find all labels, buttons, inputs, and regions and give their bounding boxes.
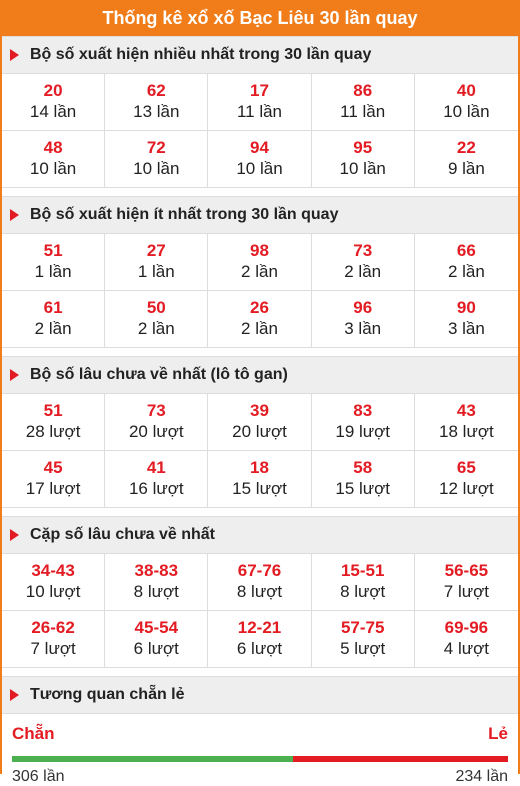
stat-cell bbox=[208, 554, 311, 611]
occurrence-count: 2 lần bbox=[34, 319, 72, 338]
pairs-grid bbox=[2, 554, 518, 668]
stat-cell bbox=[2, 131, 105, 188]
lottery-number: 38-83 bbox=[134, 561, 179, 580]
occurrence-count: 10 lần bbox=[236, 159, 283, 178]
triangle-bullet-icon bbox=[10, 209, 19, 221]
triangle-bullet-icon bbox=[10, 369, 19, 381]
stat-cell bbox=[105, 291, 208, 348]
occurrence-count: 11 lần bbox=[236, 102, 283, 121]
section-least-frequent-heading bbox=[2, 196, 518, 234]
section-heading-text: Bộ số lâu chưa về nhất (lô tô gan) bbox=[30, 366, 288, 383]
lottery-number: 58 bbox=[353, 458, 373, 477]
occurrence-count: 20 lượt bbox=[232, 422, 287, 441]
occurrence-count: 11 lần bbox=[340, 102, 386, 121]
occurrence-count: 10 lượt bbox=[25, 582, 81, 601]
stat-cell bbox=[208, 291, 311, 348]
stat-cell bbox=[312, 554, 415, 611]
lottery-number: 22 bbox=[456, 138, 476, 157]
odd-bar-segment bbox=[293, 756, 508, 762]
even-bar-segment bbox=[12, 756, 293, 762]
stat-cell bbox=[208, 74, 311, 131]
lottery-number: 95 bbox=[353, 138, 373, 157]
most-frequent-grid bbox=[2, 74, 518, 188]
lottery-number: 15-51 bbox=[340, 561, 385, 580]
occurrence-count: 28 lượt bbox=[25, 422, 81, 441]
stat-cell bbox=[105, 554, 208, 611]
lottery-number: 34-43 bbox=[31, 561, 75, 580]
stat-cell bbox=[208, 611, 311, 668]
widget-title: Thống kê xổ xố Bạc Liêu 30 lần quay bbox=[2, 0, 518, 36]
stat-cell bbox=[208, 451, 311, 508]
stat-cell bbox=[312, 451, 415, 508]
stat-cell bbox=[415, 234, 518, 291]
section-pairs-heading bbox=[2, 516, 518, 554]
stat-cell bbox=[208, 131, 311, 188]
lottery-number: 26 bbox=[250, 298, 269, 317]
lottery-number: 50 bbox=[146, 298, 166, 317]
stat-cell bbox=[415, 451, 518, 508]
lottery-number: 41 bbox=[146, 458, 166, 477]
stat-cell bbox=[208, 234, 311, 291]
occurrence-count: 10 lần bbox=[339, 159, 386, 178]
stat-cell bbox=[105, 451, 208, 508]
stat-cell bbox=[2, 554, 105, 611]
occurrence-count: 8 lượt bbox=[133, 582, 179, 601]
lottery-number: 83 bbox=[353, 401, 373, 420]
lottery-number: 66 bbox=[456, 241, 476, 260]
stat-cell bbox=[2, 291, 105, 348]
even-count: 306 lần bbox=[12, 768, 65, 785]
stat-cell bbox=[312, 234, 415, 291]
occurrence-count: 18 lượt bbox=[439, 422, 494, 441]
lottery-number: 51 bbox=[43, 401, 63, 420]
lottery-number: 73 bbox=[146, 401, 166, 420]
stat-cell bbox=[415, 131, 518, 188]
stat-cell bbox=[312, 74, 415, 131]
stat-cell bbox=[2, 451, 105, 508]
occurrence-count: 7 lượt bbox=[30, 639, 76, 658]
lottery-number: 94 bbox=[250, 138, 269, 157]
stat-cell bbox=[2, 394, 105, 451]
occurrence-count: 19 lượt bbox=[335, 422, 391, 441]
stat-cell bbox=[312, 291, 415, 348]
occurrence-count: 13 lần bbox=[133, 102, 180, 121]
occurrence-count: 15 lượt bbox=[335, 479, 391, 498]
stat-cell bbox=[312, 131, 415, 188]
occurrence-count: 6 lượt bbox=[236, 639, 283, 658]
stat-cell bbox=[105, 74, 208, 131]
lottery-number: 48 bbox=[43, 138, 63, 157]
stat-cell bbox=[2, 611, 105, 668]
stat-cell bbox=[415, 394, 518, 451]
stat-cell bbox=[415, 554, 518, 611]
occurrence-count: 16 lượt bbox=[128, 479, 184, 498]
occurrence-count: 4 lượt bbox=[443, 639, 489, 658]
lottery-number: 18 bbox=[250, 458, 269, 477]
lottery-number: 62 bbox=[146, 81, 166, 100]
lottery-number: 40 bbox=[456, 81, 476, 100]
occurrence-count: 1 lần bbox=[137, 262, 175, 281]
parity-bar bbox=[12, 756, 508, 762]
lottery-number: 20 bbox=[43, 81, 63, 100]
stat-cell bbox=[2, 74, 105, 131]
occurrence-count: 2 lần bbox=[344, 262, 382, 281]
occurrence-count: 3 lần bbox=[447, 319, 485, 338]
even-label: Chẵn bbox=[12, 724, 55, 743]
occurrence-count: 10 lần bbox=[133, 159, 180, 178]
occurrence-count: 2 lần bbox=[241, 262, 278, 281]
occurrence-count: 2 lần bbox=[241, 319, 278, 338]
lottery-number: 45 bbox=[43, 458, 63, 477]
lottery-number: 27 bbox=[146, 241, 166, 260]
lottery-number: 61 bbox=[43, 298, 63, 317]
stat-cell bbox=[415, 611, 518, 668]
occurrence-count: 6 lượt bbox=[133, 639, 179, 658]
section-heading-text: Bộ số xuất hiện ít nhất trong 30 lần quay bbox=[30, 206, 339, 223]
section-heading-text: Tương quan chẵn lẻ bbox=[30, 686, 185, 703]
occurrence-count: 3 lần bbox=[344, 319, 382, 338]
least-frequent-grid bbox=[2, 234, 518, 348]
lottery-number: 26-62 bbox=[31, 618, 75, 637]
stat-cell bbox=[105, 131, 208, 188]
triangle-bullet-icon bbox=[10, 529, 19, 541]
section-most-frequent-heading bbox=[2, 36, 518, 74]
lottery-number: 96 bbox=[353, 298, 373, 317]
occurrence-count: 8 lượt bbox=[340, 582, 386, 601]
occurrence-count: 14 lần bbox=[29, 102, 77, 121]
lottery-number: 57-75 bbox=[340, 618, 385, 637]
triangle-bullet-icon bbox=[10, 689, 19, 701]
stat-cell bbox=[312, 611, 415, 668]
stat-cell bbox=[415, 291, 518, 348]
section-parity-heading bbox=[2, 676, 518, 714]
section-heading-text: Bộ số xuất hiện nhiều nhất trong 30 lần quay bbox=[30, 46, 372, 63]
stat-cell bbox=[415, 74, 518, 131]
occurrence-count: 7 lượt bbox=[443, 582, 489, 601]
lottery-number: 86 bbox=[353, 81, 373, 100]
lottery-number: 12-21 bbox=[237, 618, 282, 637]
occurrence-count: 9 lần bbox=[447, 159, 485, 178]
lottery-number: 17 bbox=[250, 81, 269, 100]
occurrence-count: 12 lượt bbox=[439, 479, 494, 498]
stat-cell bbox=[208, 394, 311, 451]
lottery-number: 56-65 bbox=[444, 561, 489, 580]
lottery-number: 39 bbox=[250, 401, 269, 420]
occurrence-count: 20 lượt bbox=[128, 422, 184, 441]
triangle-bullet-icon bbox=[10, 49, 19, 61]
occurrence-count: 17 lượt bbox=[25, 479, 81, 498]
stat-cell bbox=[2, 234, 105, 291]
lottery-number: 43 bbox=[456, 401, 476, 420]
occurrence-count: 1 lần bbox=[34, 262, 72, 281]
section-lo-gan-heading bbox=[2, 356, 518, 394]
lottery-number: 73 bbox=[353, 241, 373, 260]
lottery-number: 90 bbox=[456, 298, 476, 317]
occurrence-count: 10 lần bbox=[29, 159, 77, 178]
parity-panel bbox=[2, 714, 518, 786]
occurrence-count: 2 lần bbox=[137, 319, 175, 338]
lottery-number: 98 bbox=[250, 241, 269, 260]
lottery-number: 65 bbox=[456, 458, 476, 477]
occurrence-count: 10 lần bbox=[443, 102, 490, 121]
occurrence-count: 8 lượt bbox=[236, 582, 283, 601]
stat-cell bbox=[105, 394, 208, 451]
stat-cell bbox=[105, 234, 208, 291]
lottery-number: 72 bbox=[146, 138, 166, 157]
section-heading-text: Cặp số lâu chưa về nhất bbox=[30, 526, 215, 543]
lo-gan-grid bbox=[2, 394, 518, 508]
lottery-number: 67-76 bbox=[237, 561, 282, 580]
lottery-number: 45-54 bbox=[134, 618, 179, 637]
stat-cell bbox=[105, 611, 208, 668]
odd-label: Lẻ bbox=[488, 724, 508, 743]
lottery-number: 69-96 bbox=[444, 618, 489, 637]
odd-count: 234 lần bbox=[455, 768, 508, 785]
occurrence-count: 15 lượt bbox=[232, 479, 287, 498]
occurrence-count: 5 lượt bbox=[340, 639, 386, 658]
stat-cell bbox=[312, 394, 415, 451]
occurrence-count: 2 lần bbox=[447, 262, 485, 281]
lottery-number: 51 bbox=[43, 241, 63, 260]
